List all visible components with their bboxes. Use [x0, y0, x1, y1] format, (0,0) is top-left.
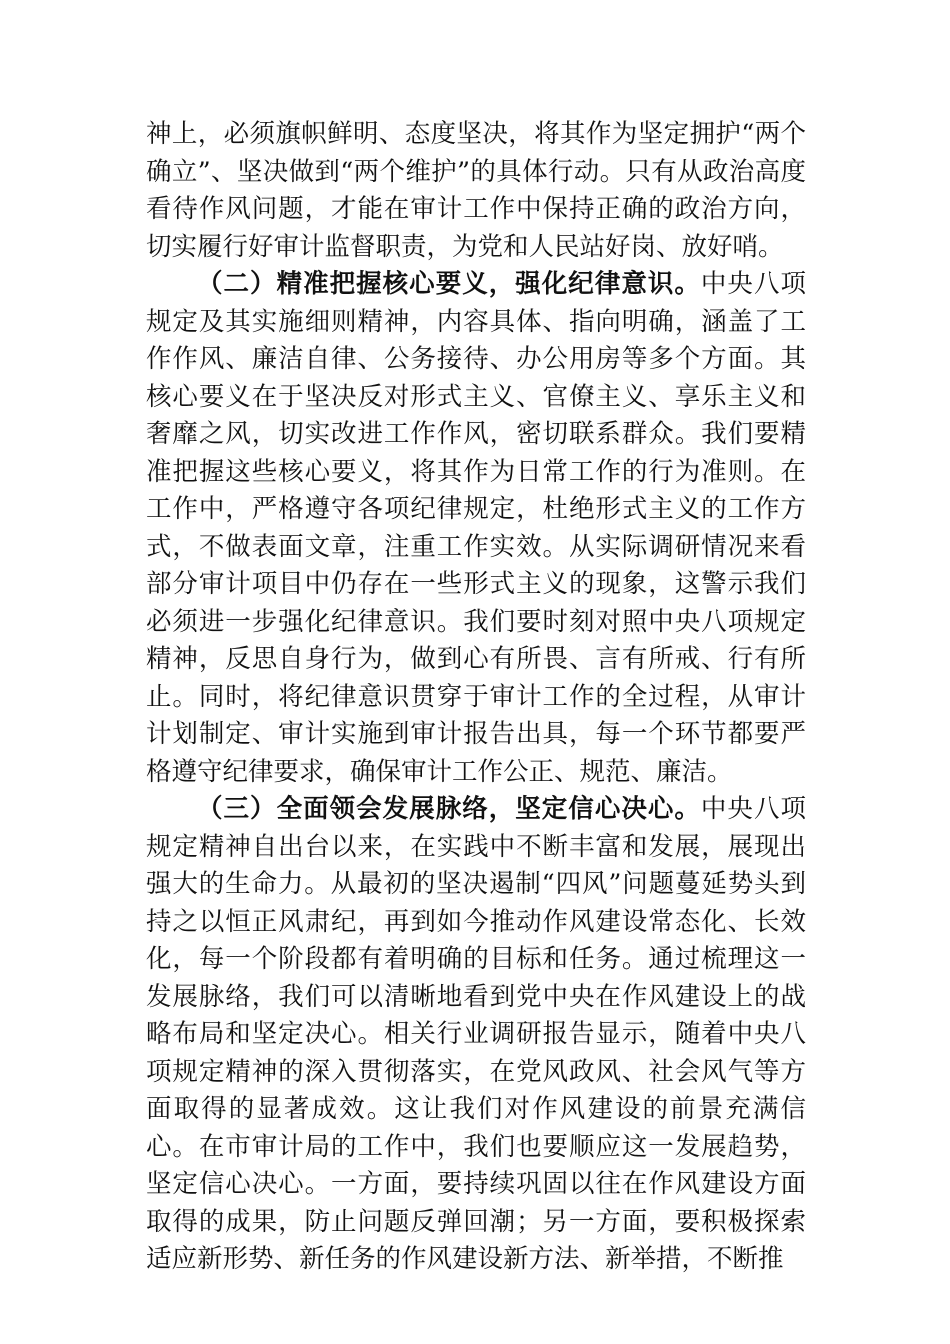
- section-2-heading: （二）精准把握核心要义，强化纪律意识。: [197, 269, 701, 299]
- paragraph-1-text: 神上，必须旗帜鲜明、态度坚决，将其作为坚定拥护“两个确立”、坚决做到“两个维护”的具体行动。只有从政治高度看待作风问题，才能在审计工作中保持正确的政治方向，切实履行好审计监督职责，为党和人民站好岗、放好哨。: [146, 119, 806, 262]
- section-3-heading: （三）全面领会发展脉络，坚定信心决心。: [197, 794, 701, 824]
- paragraph-section-2: [146, 266, 806, 791]
- document-page: [146, 116, 806, 1279]
- section-2-body: 中央八项规定及其实施细则精神，内容具体、指向明确，涵盖了工作作风、廉洁自律、公务接待、办公用房等多个方面。其核心要义在于坚决反对形式主义、官僚主义、享乐主义和奢靡之风，切实改进工作作风，密切联系群众。我们要精准把握这些核心要义，将其作为日常工作的行为准则。在工作中，严格遵守各项纪律规定，杜绝形式主义的工作方式，不做表面文章，注重工作实效。从实际调研情况来看部分审计项目中仍存在一些形式主义的现象，这警示我们必须进一步强化纪律意识。我们要时刻对照中央八项规定精神，反思自身行为，做到心有所畏、言有所戒、行有所止。同时，将纪律意识贯穿于审计工作的全过程，从审计计划制定、审计实施到审计报告出具，每一个环节都要严格遵守纪律要求，确保审计工作公正、规范、廉洁。: [146, 269, 806, 787]
- paragraph-section-3: [146, 791, 806, 1279]
- paragraph-continuation: [146, 116, 806, 266]
- section-3-body: 中央八项规定精神自出台以来，在实践中不断丰富和发展，展现出强大的生命力。从最初的坚决遏制“四风”问题蔓延势头到持之以恒正风肃纪，再到如今推动作风建设常态化、长效化，每一个阶段都有着明确的目标和任务。通过梳理这一发展脉络，我们可以清晰地看到党中央在作风建设上的战略布局和坚定决心。相关行业调研报告显示，随着中央八项规定精神的深入贯彻落实，在党风政风、社会风气等方面取得的显著成效。这让我们对作风建设的前景充满信心。在市审计局的工作中，我们也要顺应这一发展趋势，坚定信心决心。一方面，要持续巩固以往在作风建设方面取得的成果，防止问题反弹回潮；另一方面，要积极探索适应新形势、新任务的作风建设新方法、新举措，不断推: [146, 794, 806, 1274]
